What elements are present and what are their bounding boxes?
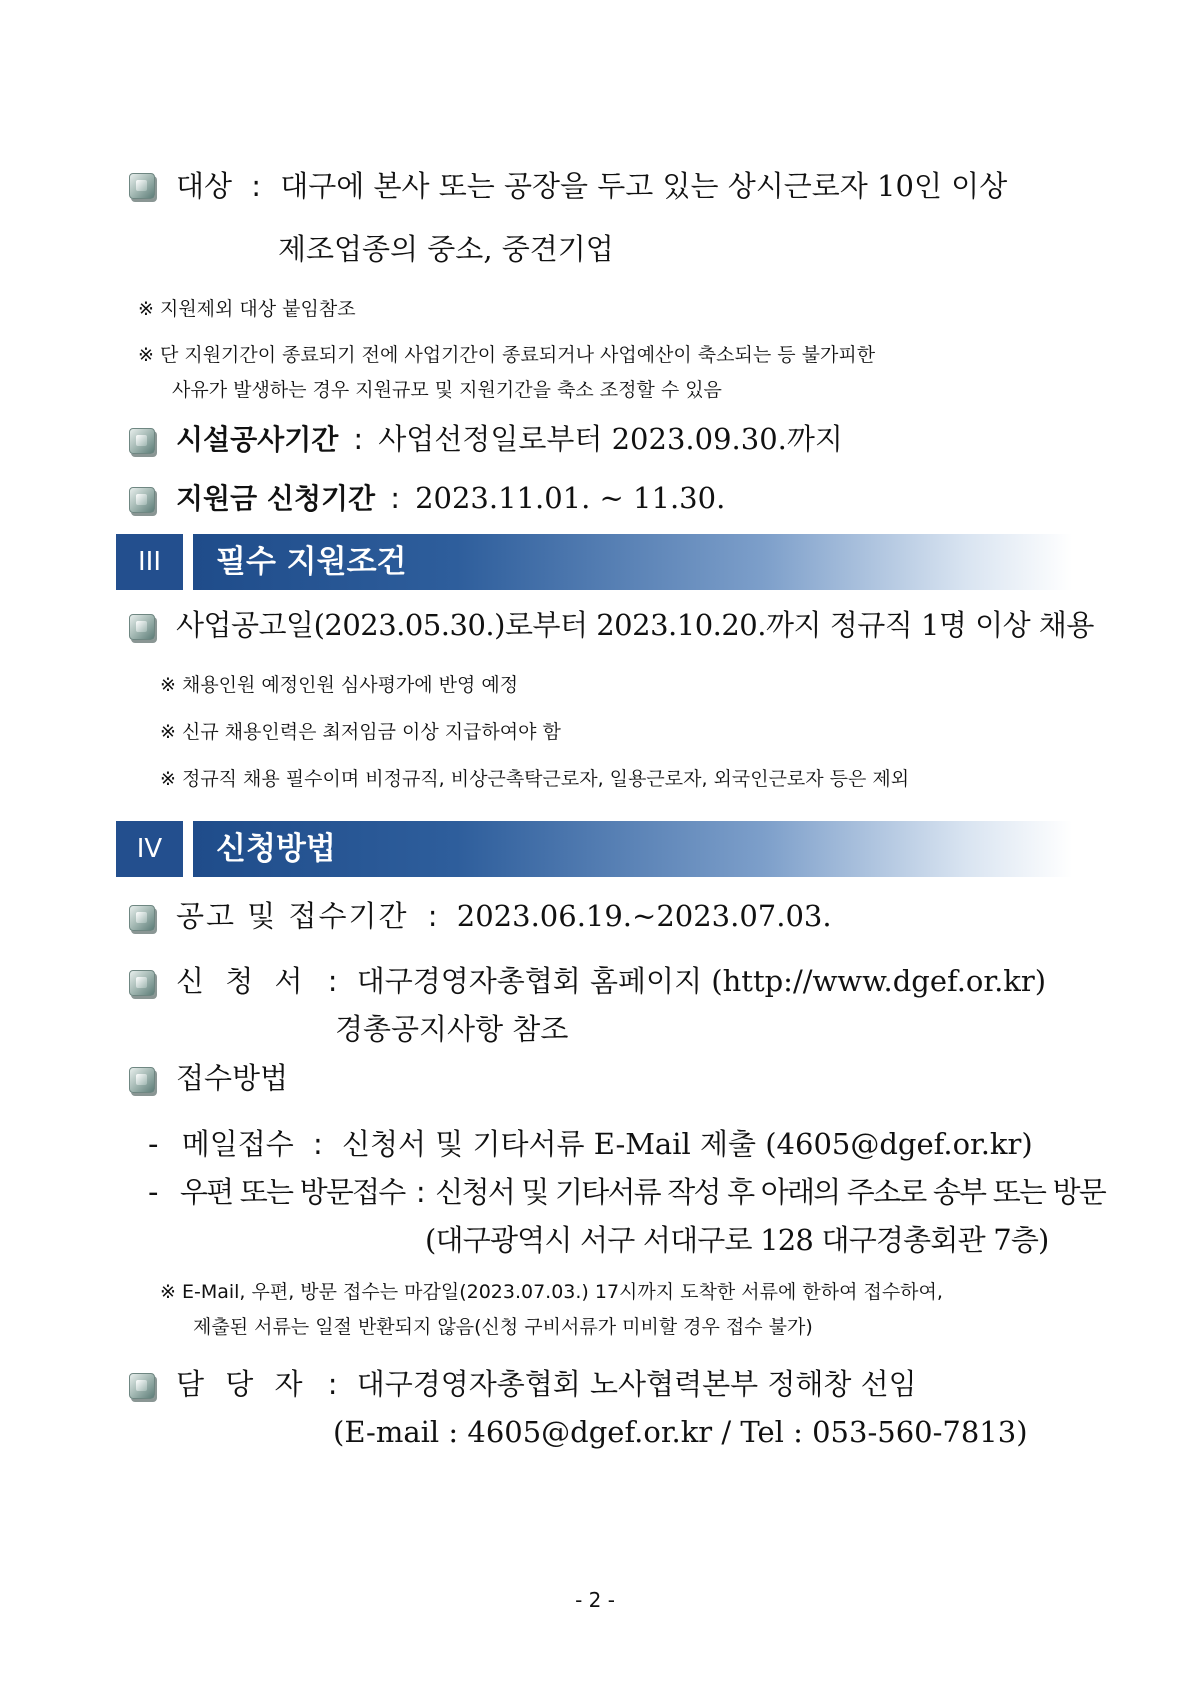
method-note-2: 제출된 서류는 일절 반환되지 않음(신청 구비서류가 미비할 경우 접수 불가)	[193, 1316, 813, 1338]
post-sep: :	[415, 1175, 424, 1209]
note-exclusion: ※ 지원제외 대상 붙임참조	[138, 298, 356, 320]
method-note-1: ※ E-Mail, 우편, 방문 접수는 마감일(2023.07.03.) 17시까지 도착한 서류에 한하여 접수하여,	[160, 1281, 943, 1303]
application-period-sep: :	[390, 481, 400, 515]
contact-line2: (E-mail : 4605@dgef.or.kr / Tel : 053-560-7813)	[333, 1415, 1028, 1449]
form-item	[176, 963, 1046, 999]
form-sep: :	[327, 964, 338, 998]
application-period-value: 2023.11.01. ~ 11.30.	[415, 481, 726, 515]
target-sep: :	[251, 169, 262, 203]
notice-item	[176, 898, 832, 934]
bullet-icon	[129, 1373, 155, 1399]
application-period-item	[176, 480, 725, 517]
construction-value: 사업선정일로부터 2023.09.30.까지	[378, 422, 843, 456]
note-period-line1: ※ 단 지원기간이 종료되기 전에 사업기간이 종료되거나 사업예산이 축소되는 등 불가피한	[138, 344, 876, 366]
notice-label: 공고 및 접수기간	[176, 899, 409, 933]
contact-item	[176, 1366, 917, 1402]
contact-sep: :	[327, 1367, 338, 1401]
target-item	[176, 168, 1007, 204]
bullet-icon	[129, 905, 155, 931]
form-label: 신 청 서	[176, 964, 309, 998]
section-title: 신청방법	[216, 831, 336, 867]
application-period-label: 지원금 신청기간	[176, 482, 376, 515]
section-number: IV	[116, 821, 183, 877]
bullet-icon	[129, 1067, 155, 1093]
construction-item	[176, 421, 843, 458]
post-method	[148, 1174, 1105, 1210]
bullet-icon	[129, 614, 155, 640]
page-number: - 2 -	[575, 1588, 615, 1612]
target-line1: 대구에 본사 또는 공장을 두고 있는 상시근로자 10인 이상	[280, 169, 1008, 203]
post-value: 신청서 및 기타서류 작성 후 아래의 주소로 송부 또는 방문	[435, 1175, 1105, 1209]
dash: -	[148, 1127, 159, 1161]
requirement-main: 사업공고일(2023.05.30.)로부터 2023.10.20.까지 정규직 1명 이상 채용	[176, 608, 1094, 642]
contact-line1: 대구경영자총협회 노사협력본부 정해창 선임	[356, 1367, 917, 1401]
form-line1: 대구경영자총협회 홈페이지 (http://www.dgef.or.kr)	[356, 964, 1047, 998]
requirement-note-1: ※ 채용인원 예정인원 심사평가에 반영 예정	[160, 674, 519, 696]
form-line2: 경총공지사항 참조	[335, 1012, 569, 1046]
bullet-icon	[129, 970, 155, 996]
method-label: 접수방법	[176, 1061, 289, 1095]
notice-sep: :	[427, 899, 438, 933]
section-header-4	[116, 821, 1072, 877]
requirement-note-3: ※ 정규직 채용 필수이며 비정규직, 비상근촉탁근로자, 일용근로자, 외국인근로자 등은 제외	[160, 768, 910, 790]
email-sep: :	[312, 1127, 323, 1161]
construction-sep: :	[353, 422, 364, 456]
contact-label: 담 당 자	[176, 1367, 309, 1401]
post-address: (대구광역시 서구 서대구로 128 대구경총회관 7층)	[425, 1223, 1049, 1257]
email-method	[148, 1126, 1033, 1162]
email-value: 신청서 및 기타서류 E-Mail 제출 (4605@dgef.or.kr)	[341, 1127, 1033, 1161]
email-label: 메일접수	[181, 1127, 294, 1161]
construction-label: 시설공사기간	[176, 423, 339, 456]
note-period-line2: 사유가 발생하는 경우 지원규모 및 지원기간을 축소 조정할 수 있음	[172, 379, 722, 401]
requirement-note-2: ※ 신규 채용인력은 최저임금 이상 지급하여야 함	[160, 721, 561, 743]
section-header-3	[116, 534, 1072, 590]
section-number: III	[116, 534, 183, 590]
target-label: 대상	[176, 169, 233, 203]
bullet-icon	[129, 428, 155, 454]
notice-value: 2023.06.19.~2023.07.03.	[456, 899, 832, 933]
post-label: 우편 또는 방문접수	[179, 1175, 405, 1209]
bullet-icon	[129, 487, 155, 513]
target-line2: 제조업종의 중소, 중견기업	[278, 232, 614, 266]
section-title: 필수 지원조건	[216, 544, 407, 580]
dash: -	[148, 1175, 159, 1209]
bullet-icon	[129, 173, 155, 199]
